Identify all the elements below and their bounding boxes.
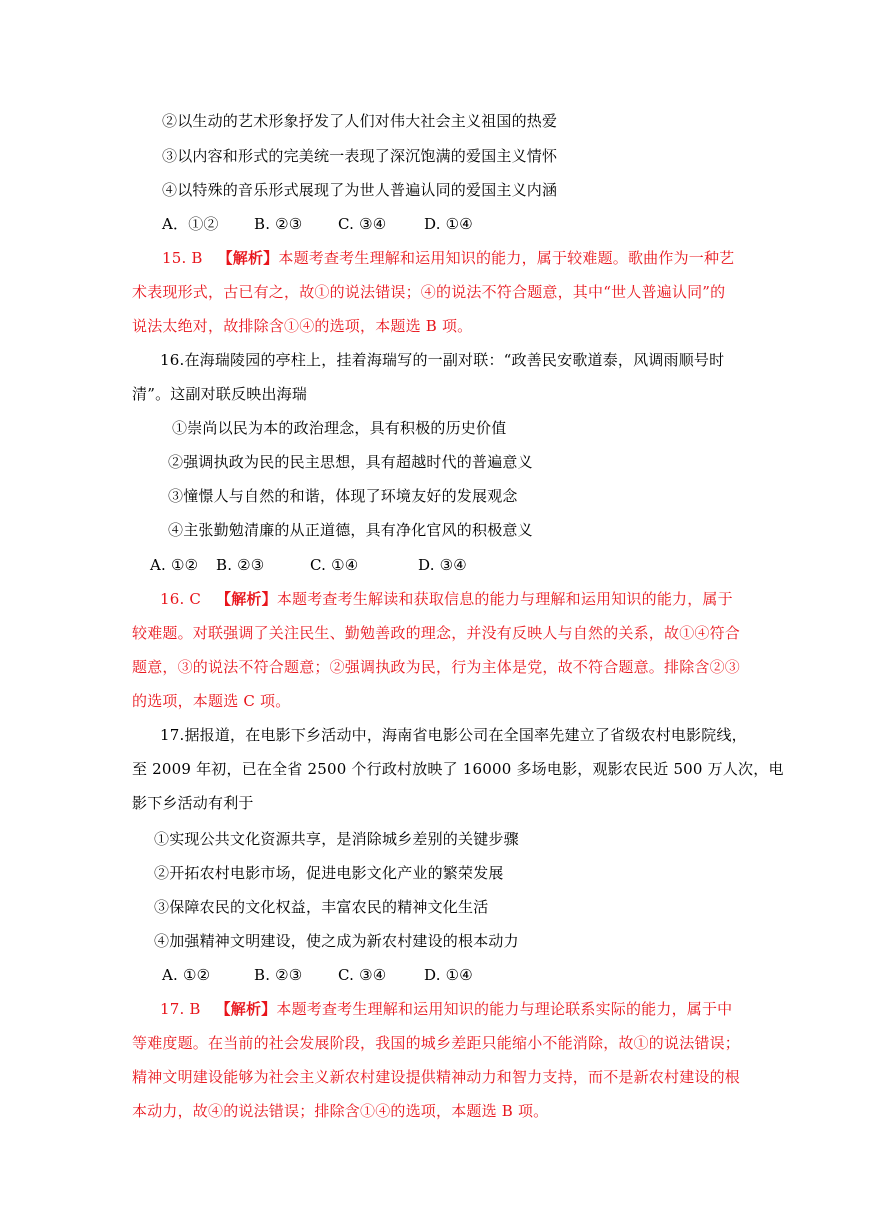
a16-line-2: 较难题。对联强调了关注民生、勤勉善政的理念，并没有反映人与自然的关系，故①④符合 — [132, 624, 741, 642]
a16-answer: 16. C — [160, 590, 202, 608]
q17-option-4: ④加强精神文明建设，使之成为新农村建设的根本动力 — [154, 932, 519, 950]
a16-line-4: 的选项，本题选 C 项。 — [132, 692, 291, 710]
q17-option-3: ③保障农民的文化权益，丰富农民的精神文化生活 — [154, 898, 489, 916]
q17-choice-a: A. ①② — [162, 966, 211, 984]
q17-option-1: ①实现公共文化资源共享，是消除城乡差别的关键步骤 — [154, 830, 519, 848]
q16-choice-d: D. ③④ — [418, 556, 467, 574]
q14-option-3: ③以内容和形式的完美统一表现了深沉饱满的爱国主义情怀 — [162, 147, 558, 165]
q17-choice-d: D. ①④ — [424, 966, 473, 984]
a15-line-1: 本题考查考生理解和运用知识的能力，属于较难题。歌曲作为一种艺 — [278, 249, 735, 267]
a17-line-2: 等难度题。在当前的社会发展阶段，我国的城乡差距只能缩小不能消除，故①的说法错误； — [132, 1034, 741, 1052]
q16-stem-2: 清”。这副对联反映出海瑞 — [132, 385, 308, 403]
a16-line-3: 题意，③的说法不符合题意；②强调执政为民，行为主体是党，故不符合题意。排除含②③ — [132, 658, 741, 676]
a17-line-4: 本动力，故④的说法错误；排除含①④的选项，本题选 B 项。 — [132, 1102, 549, 1120]
q14-option-4: ④以特殊的音乐形式展现了为世人普遍认同的爱国主义内涵 — [162, 181, 558, 199]
a15-line-2: 术表现形式，古已有之，故①的说法错误；④的说法不符合题意，其中“世人普遍认同”的 — [132, 283, 726, 301]
q17-choices — [162, 965, 473, 985]
q16-option-2: ②强调执政为民的民主思想，具有超越时代的普遍意义 — [168, 453, 533, 471]
q17-stem-3: 影下乡活动有利于 — [132, 794, 254, 812]
a15-analysis-tag: 【解析】 — [217, 249, 279, 267]
q14-choice-a: A．①② — [162, 215, 219, 233]
a17-answer: 17. B — [160, 1000, 201, 1018]
q16-option-3: ③憧憬人与自然的和谐，体现了环境友好的发展观念 — [168, 487, 518, 505]
q14-option-2: ②以生动的艺术形象抒发了人们对伟大社会主义祖国的热爱 — [162, 112, 558, 130]
q16-stem-1: 16.在海瑞陵园的亭柱上，挂着海瑞写的一副对联：“政善民安歌道泰，风调雨顺号时 — [160, 351, 725, 369]
q16-option-1: ①崇尚以民为本的政治理念，具有积极的历史价值 — [172, 419, 507, 437]
a15-answer: 15. B — [162, 249, 203, 267]
a15-line-3: 说法太绝对，故排除含①④的选项，本题选 B 项。 — [132, 317, 473, 335]
a16-line-1: 本题考查考生解读和获取信息的能力与理解和运用知识的能力，属于 — [276, 590, 733, 608]
a15-first-line — [162, 248, 734, 268]
a16-first-line — [160, 589, 733, 609]
q14-choices — [162, 214, 473, 234]
q17-stem-2: 至 2009 年初，已在全省 2500 个行政村放映了 16000 多场电影，观影农民近 500 万人次，电 — [132, 760, 784, 778]
a17-analysis-tag: 【解析】 — [215, 1000, 277, 1018]
a17-first-line — [160, 999, 732, 1019]
a17-line-3: 精神文明建设能够为社会主义新农村建设提供精神动力和智力支持，而不是新农村建设的根 — [132, 1068, 741, 1086]
q14-choice-b: B. ②③ — [254, 215, 303, 233]
q16-choice-a: A. ①② — [150, 556, 199, 574]
q17-option-2: ②开拓农村电影市场，促进电影文化产业的繁荣发展 — [154, 864, 504, 882]
q16-choice-b: B. ②③ — [216, 556, 265, 574]
q17-stem-1: 17.据报道，在电影下乡活动中，海南省电影公司在全国率先建立了省级农村电影院线， — [160, 726, 747, 744]
q16-option-4: ④主张勤勉清廉的从正道德，具有净化官风的积极意义 — [168, 521, 533, 539]
q16-choice-c: C. ①④ — [310, 556, 359, 574]
q16-choices — [150, 555, 467, 575]
q17-choice-c: C. ③④ — [338, 966, 387, 984]
q14-choice-c: C. ③④ — [338, 215, 387, 233]
a16-analysis-tag: 【解析】 — [216, 590, 277, 608]
q14-choice-d: D. ①④ — [424, 215, 473, 233]
a17-line-1: 本题考查考生理解和运用知识的能力与理论联系实际的能力，属于中 — [276, 1000, 733, 1018]
q17-choice-b: B. ②③ — [254, 966, 303, 984]
